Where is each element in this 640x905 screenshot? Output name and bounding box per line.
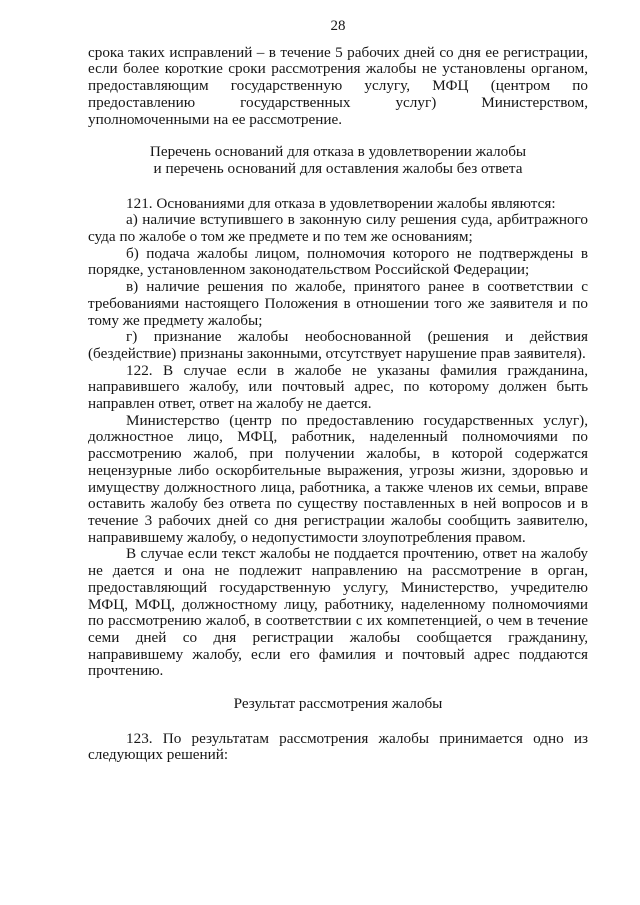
section-heading-line-2: и перечень оснований для оставления жалобы без ответа [153, 159, 523, 177]
paragraph-121-v: в) наличие решения по жалобе, принятого ранее в соответствии с требованиями настоящего Положения в отношении того же заявителя и по тому же предмету жалобы; [88, 278, 588, 329]
page-number: 28 [330, 18, 346, 34]
paragraph-122: 122. В случае если в жалобе не указаны фамилия гражданина, направившего жалобу, или почтовый адрес, по которому должен быть направлен ответ, ответ на жалобу не дается. [88, 361, 588, 413]
paragraph-123: 123. По результатам рассмотрения жалобы принимается одно из следующих решений: [88, 729, 588, 764]
section-heading-result: Результат рассмотрения жалобы [233, 695, 443, 713]
paragraph-122-ministry: Министерство (центр по предоставлению государственных услуг), должностное лицо, МФЦ, работник, наделенный полномочиями по рассмотрению жалоб, при получении жалобы, в которой содержатся нецензурные либо оскорбительные выражения, угрозы жизни, здоровью и имуществу должностного лица, работника, а также членов их семьи, вправе оставить жалобу без ответа по существу поставленных в ней вопросов и в течение 3 рабочих дней со дня регистрации жалобы сообщить заявителю, направившему жалобу, о недопустимости злоупотребления правом. [88, 411, 588, 546]
paragraph-122-unreadable: В случае если текст жалобы не поддается прочтению, ответ на жалобу не дается и она не подлежит направлению на рассмотрение в орган, предоставляющий государственную услугу, Министерство, учредителю МФЦ, МФЦ, должностному лицу, работнику, наделенному полномочиями по рассмотрению жалоб, в соответствии с их компетенцией, о чем в течение семи дней со дня регистрации жалобы сообщается гражданину, направившему жалобу, если его фамилия и почтовый адрес поддаются прочтению. [88, 545, 588, 680]
paragraph-121-b: б) подача жалобы лицом, полномочия которого не подтверждены в порядке, установленном законодательством Российской Федерации; [88, 244, 588, 279]
paragraph-121: 121. Основаниями для отказа в удовлетворении жалобы являются: [126, 194, 556, 212]
paragraph-121-g: г) признание жалобы необоснованной (решения и действия (бездействие) признаны законными, отсутствует нарушение прав заявителя). [88, 328, 588, 362]
document-page [88, 18, 588, 764]
section-heading-line-1: Перечень оснований для отказа в удовлетворении жалобы [149, 143, 527, 161]
paragraph-121-a: а) наличие вступившего в законную силу решения суда, арбитражного суда по жалобе о том же предмете и по тем же основаниям; [88, 211, 588, 246]
paragraph-intro: срока таких исправлений – в течение 5 рабочих дней со дня ее регистрации, если более короткие сроки рассмотрения жалобы не установлены органом, предоставляющим государственную услугу, МФЦ (центром по предоставлению государственных услуг) Министерством, уполномоченными на ее рассмотрение. [88, 43, 588, 128]
